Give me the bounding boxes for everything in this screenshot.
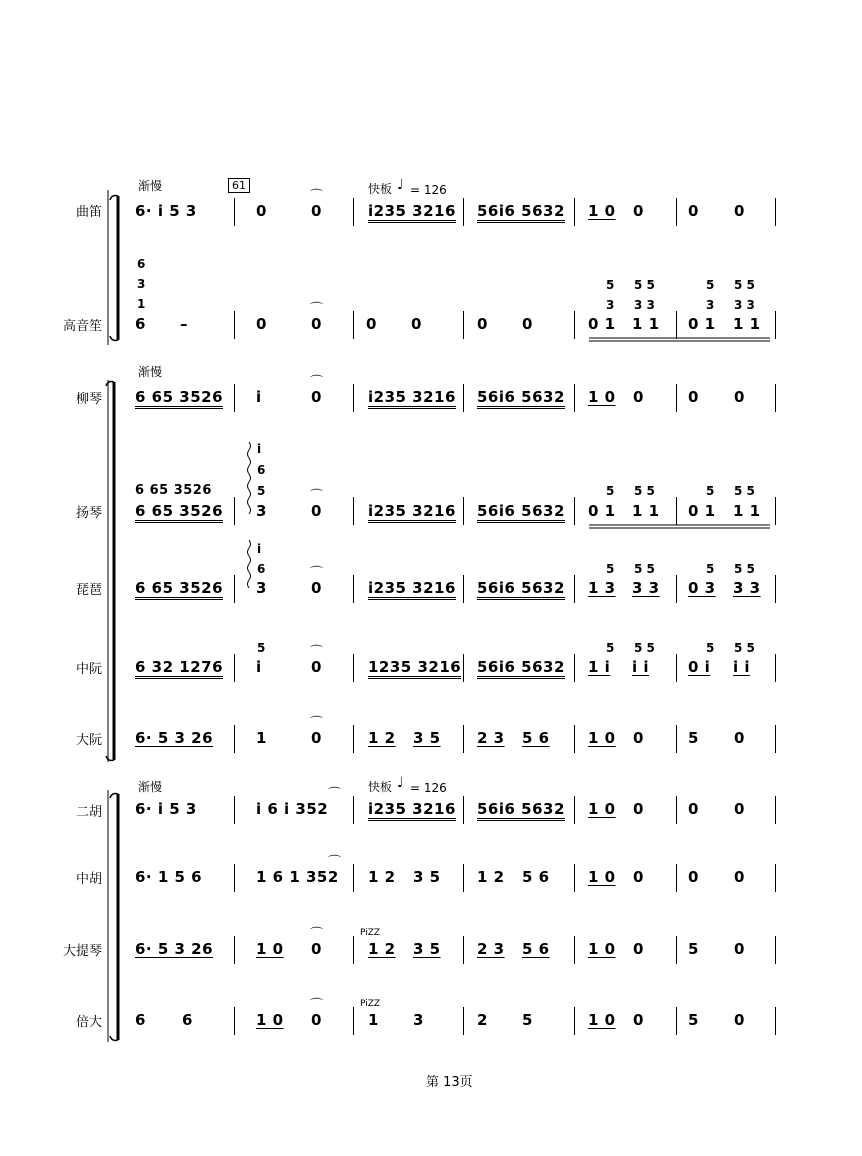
- note-group: 6: [135, 315, 146, 333]
- quarter-note-icon: ♩: [397, 177, 404, 193]
- note-group: 1 2: [368, 729, 396, 747]
- note-group: 1 1: [632, 315, 660, 333]
- note-group: 0: [311, 202, 322, 220]
- note-group: 3 3: [632, 579, 660, 597]
- chord-note: 5 5: [734, 641, 755, 655]
- fermata-icon: ⌒: [328, 855, 342, 870]
- fermata-icon: ⌒: [310, 375, 324, 390]
- note-group: 0: [633, 729, 644, 747]
- note-group: 56i6 5632: [477, 660, 565, 679]
- barline: [676, 1007, 677, 1035]
- note-group: 1 0: [588, 868, 616, 886]
- note-group: 6· 1 5 6: [135, 868, 203, 886]
- quarter-note-icon: ♩: [397, 775, 404, 791]
- note-group: 6: [182, 1011, 193, 1029]
- note-group: 56i6 5632: [477, 504, 565, 523]
- chord-note: 3: [606, 298, 615, 312]
- inst-yangqin: 扬琴: [75, 506, 102, 521]
- note-group: 0: [633, 1011, 644, 1029]
- note-group: 3 5: [413, 940, 441, 958]
- note-group: 0: [633, 388, 644, 406]
- barline: [234, 384, 235, 412]
- note-group: 56i6 5632: [477, 390, 565, 409]
- chord-note: 5 5: [634, 484, 655, 498]
- barline: [775, 497, 776, 525]
- barline: [574, 311, 575, 339]
- chord-note: i: [257, 542, 262, 556]
- chord-note: 5 5: [634, 562, 655, 576]
- barline: [353, 497, 354, 525]
- note-group: 1 2: [477, 868, 505, 886]
- note-group: 2 3: [477, 729, 505, 747]
- inst-cello: 大提琴: [62, 944, 102, 959]
- barline: [353, 311, 354, 339]
- chord-note: 6: [257, 562, 266, 576]
- note-group: 6 65 3526: [135, 504, 223, 523]
- barline: [775, 654, 776, 682]
- note-group: 3: [256, 579, 267, 597]
- note-group: 0: [633, 940, 644, 958]
- note-group: 1 0: [588, 940, 616, 958]
- note-group: 5 6: [522, 868, 550, 886]
- chord-note: i: [257, 442, 262, 456]
- note-group: 0: [311, 658, 322, 676]
- note-group: 0 1: [688, 502, 716, 520]
- note-group: 1 3: [588, 579, 616, 597]
- note-group: 1 1: [632, 502, 660, 520]
- note-group: 1235 3216: [368, 660, 461, 679]
- note-group: 6· i 5 3: [135, 202, 197, 220]
- note-group: 1 0: [588, 1011, 616, 1029]
- barline: [353, 936, 354, 964]
- barline: [463, 198, 464, 226]
- note-group: 1: [368, 1011, 379, 1029]
- barline: [353, 796, 354, 824]
- barline: [775, 864, 776, 892]
- note-group: 0: [311, 1011, 322, 1029]
- fermata-icon: ⌒: [310, 716, 324, 731]
- inst-erhu: 二胡: [75, 805, 102, 820]
- note-group: 0: [633, 202, 644, 220]
- barline: [676, 725, 677, 753]
- note-group: 1 0: [256, 940, 284, 958]
- note-group: 0: [366, 315, 377, 333]
- barline: [775, 936, 776, 964]
- note-group: 2 3: [477, 940, 505, 958]
- note-group: i235 3216: [368, 390, 456, 409]
- fermata-icon: ⌒: [310, 189, 324, 204]
- barline: [574, 796, 575, 824]
- chord-note: 5: [706, 641, 715, 655]
- note-group: 0: [311, 388, 322, 406]
- barline: [775, 384, 776, 412]
- note-group: 0 1: [588, 502, 616, 520]
- fermata-icon: ⌒: [310, 645, 324, 660]
- barline: [234, 311, 235, 339]
- note-group: 3: [413, 1011, 424, 1029]
- barline: [676, 936, 677, 964]
- note-group: 0: [734, 1011, 745, 1029]
- note-group: 5: [522, 1011, 533, 1029]
- barline: [574, 575, 575, 603]
- note-group: 0: [734, 202, 745, 220]
- rehearsal-mark: 61: [228, 178, 250, 193]
- chord-note: 6: [137, 257, 146, 271]
- note-group: 1 1: [733, 315, 761, 333]
- barline: [463, 796, 464, 824]
- note-group: 56i6 5632: [477, 802, 565, 821]
- barline: [234, 575, 235, 603]
- note-group: 5: [688, 1011, 699, 1029]
- note-group: i 6 i 352: [256, 800, 329, 818]
- barline: [353, 575, 354, 603]
- barline: [676, 198, 677, 226]
- note-group: 0: [734, 940, 745, 958]
- barline: [574, 725, 575, 753]
- barline: [676, 384, 677, 412]
- note-group: 1 i: [588, 658, 611, 676]
- note-group: 1 1: [733, 502, 761, 520]
- note-group: 1 6 1 352: [256, 868, 339, 886]
- note-group: 0: [734, 729, 745, 747]
- note-group: i235 3216: [368, 581, 456, 600]
- barline: [463, 311, 464, 339]
- inst-qudi: 曲笛: [75, 205, 102, 220]
- pizz-bass: PiZZ: [360, 999, 381, 1009]
- note-group: 0: [688, 800, 699, 818]
- chord-note: 1: [137, 297, 146, 311]
- fermata-icon: ⌒: [310, 489, 324, 504]
- barline: [353, 1007, 354, 1035]
- barline: [353, 654, 354, 682]
- note-group: 1 0: [588, 729, 616, 747]
- chord-note: 5: [706, 562, 715, 576]
- barline: [234, 725, 235, 753]
- barline: [676, 654, 677, 682]
- note-group: –: [180, 315, 188, 333]
- pizz-cello: PiZZ: [360, 928, 381, 938]
- note-group: 0: [633, 868, 644, 886]
- barline: [676, 311, 677, 339]
- barline: [353, 725, 354, 753]
- barline: [676, 864, 677, 892]
- note-group: 1 2: [368, 868, 396, 886]
- note-group: 5 6: [522, 729, 550, 747]
- note-group: 6· i 5 3: [135, 800, 197, 818]
- barline: [463, 497, 464, 525]
- note-group: 6 65 3526: [135, 483, 212, 498]
- barline: [234, 936, 235, 964]
- tempo-top: = 126: [410, 183, 447, 197]
- barline: [775, 198, 776, 226]
- note-group: 0: [311, 315, 322, 333]
- note-group: 0: [311, 579, 322, 597]
- note-group: 5: [688, 729, 699, 747]
- barline: [353, 864, 354, 892]
- note-group: 0 3: [688, 579, 716, 597]
- note-group: 6· 5 3 26: [135, 940, 214, 958]
- barline: [234, 654, 235, 682]
- note-group: 1 0: [588, 800, 616, 818]
- chord-note: 6: [257, 463, 266, 477]
- chord-note: 5: [257, 641, 266, 655]
- note-group: 0 1: [588, 315, 616, 333]
- note-group: 0: [633, 800, 644, 818]
- chord-note: 5 5: [734, 484, 755, 498]
- fermata-icon: ⌒: [310, 998, 324, 1013]
- note-group: 5: [688, 940, 699, 958]
- tempo-low: = 126: [410, 781, 447, 795]
- fermata-icon: ⌒: [310, 927, 324, 942]
- barline: [463, 384, 464, 412]
- inst-liuqin: 柳琴: [75, 392, 102, 407]
- chord-note: 5 5: [634, 641, 655, 655]
- chord-note: 5: [706, 484, 715, 498]
- note-group: 0: [734, 800, 745, 818]
- fermata-icon: ⌒: [310, 302, 324, 317]
- barline: [775, 575, 776, 603]
- barline: [353, 384, 354, 412]
- note-group: 56i6 5632: [477, 204, 565, 223]
- barline: [775, 1007, 776, 1035]
- note-group: 1 2: [368, 940, 396, 958]
- barline: [463, 1007, 464, 1035]
- note-group: i: [256, 388, 262, 406]
- barline: [775, 311, 776, 339]
- barline: [463, 864, 464, 892]
- marking-fast-low: 快板: [368, 780, 393, 794]
- note-group: i235 3216: [368, 204, 456, 223]
- marking-slow-mid: 渐慢: [138, 365, 163, 379]
- barline: [463, 654, 464, 682]
- barline: [234, 497, 235, 525]
- inst-zhongruan: 中阮: [75, 662, 102, 677]
- note-group: 6 65 3526: [135, 581, 223, 600]
- note-group: 0: [734, 388, 745, 406]
- barline: [574, 864, 575, 892]
- note-group: i i: [632, 658, 650, 676]
- note-group: 0: [477, 315, 488, 333]
- fermata-icon: ⌒: [310, 566, 324, 581]
- marking-slow-low: 渐慢: [138, 780, 163, 794]
- note-group: 0: [256, 315, 267, 333]
- barline: [353, 198, 354, 226]
- note-group: 3: [256, 502, 267, 520]
- chord-note: 5: [706, 278, 715, 292]
- note-group: 3 3: [733, 579, 761, 597]
- barline: [676, 796, 677, 824]
- note-group: 3 5: [413, 729, 441, 747]
- note-group: 6· 5 3 26: [135, 729, 214, 747]
- page-number: 第 13页: [426, 1075, 473, 1090]
- barline: [574, 198, 575, 226]
- marking-slow-top: 渐慢: [138, 179, 163, 193]
- barline: [574, 654, 575, 682]
- note-group: i235 3216: [368, 802, 456, 821]
- barline: [574, 1007, 575, 1035]
- chord-note: 5: [606, 484, 615, 498]
- note-group: 0: [311, 940, 322, 958]
- inst-zhonghu: 中胡: [75, 872, 102, 887]
- chord-note: 3: [706, 298, 715, 312]
- note-group: 0 1: [688, 315, 716, 333]
- note-group: 2: [477, 1011, 488, 1029]
- note-group: 1 0: [588, 388, 616, 406]
- fermata-icon: ⌒: [328, 787, 342, 802]
- chord-note: 5: [606, 641, 615, 655]
- note-group: 0: [411, 315, 422, 333]
- note-group: 6 32 1276: [135, 660, 223, 679]
- inst-sheng: 高音笙: [62, 319, 102, 334]
- chord-note: 5: [606, 278, 615, 292]
- note-group: 0: [688, 868, 699, 886]
- inst-pipa: 琵琶: [75, 583, 102, 598]
- note-group: i: [256, 658, 262, 676]
- barline: [234, 1007, 235, 1035]
- chord-note: 3 3: [634, 298, 655, 312]
- note-group: 1 0: [588, 202, 616, 220]
- note-group: 0: [256, 202, 267, 220]
- marking-fast-top: 快板: [368, 182, 393, 196]
- barline: [234, 198, 235, 226]
- barline: [574, 497, 575, 525]
- chord-note: 5 5: [634, 278, 655, 292]
- chord-note: 5: [606, 562, 615, 576]
- inst-bass: 倍大: [75, 1015, 102, 1030]
- barline: [775, 725, 776, 753]
- inst-daruan: 大阮: [75, 733, 102, 748]
- chord-note: 3 3: [734, 298, 755, 312]
- note-group: 0: [688, 202, 699, 220]
- barline: [574, 936, 575, 964]
- note-group: 1 0: [256, 1011, 284, 1029]
- note-group: 0: [734, 868, 745, 886]
- note-group: 0: [311, 729, 322, 747]
- note-group: 0: [522, 315, 533, 333]
- note-group: 3 5: [413, 868, 441, 886]
- barline: [463, 575, 464, 603]
- barline: [676, 497, 677, 525]
- chord-note: 5: [257, 484, 266, 498]
- note-group: 6 65 3526: [135, 390, 223, 409]
- barline: [574, 384, 575, 412]
- note-group: 5 6: [522, 940, 550, 958]
- barline: [676, 575, 677, 603]
- chord-note: 5 5: [734, 278, 755, 292]
- note-group: 6: [135, 1011, 146, 1029]
- barline: [234, 864, 235, 892]
- barline: [463, 725, 464, 753]
- note-group: 1: [256, 729, 267, 747]
- barline: [234, 796, 235, 824]
- note-group: 0 i: [688, 658, 711, 676]
- note-group: 56i6 5632: [477, 581, 565, 600]
- chord-note: 5 5: [734, 562, 755, 576]
- barline: [463, 936, 464, 964]
- note-group: 0: [688, 388, 699, 406]
- note-group: i i: [733, 658, 751, 676]
- barline: [775, 796, 776, 824]
- chord-note: 3: [137, 277, 146, 291]
- note-group: i235 3216: [368, 504, 456, 523]
- note-group: 0: [311, 502, 322, 520]
